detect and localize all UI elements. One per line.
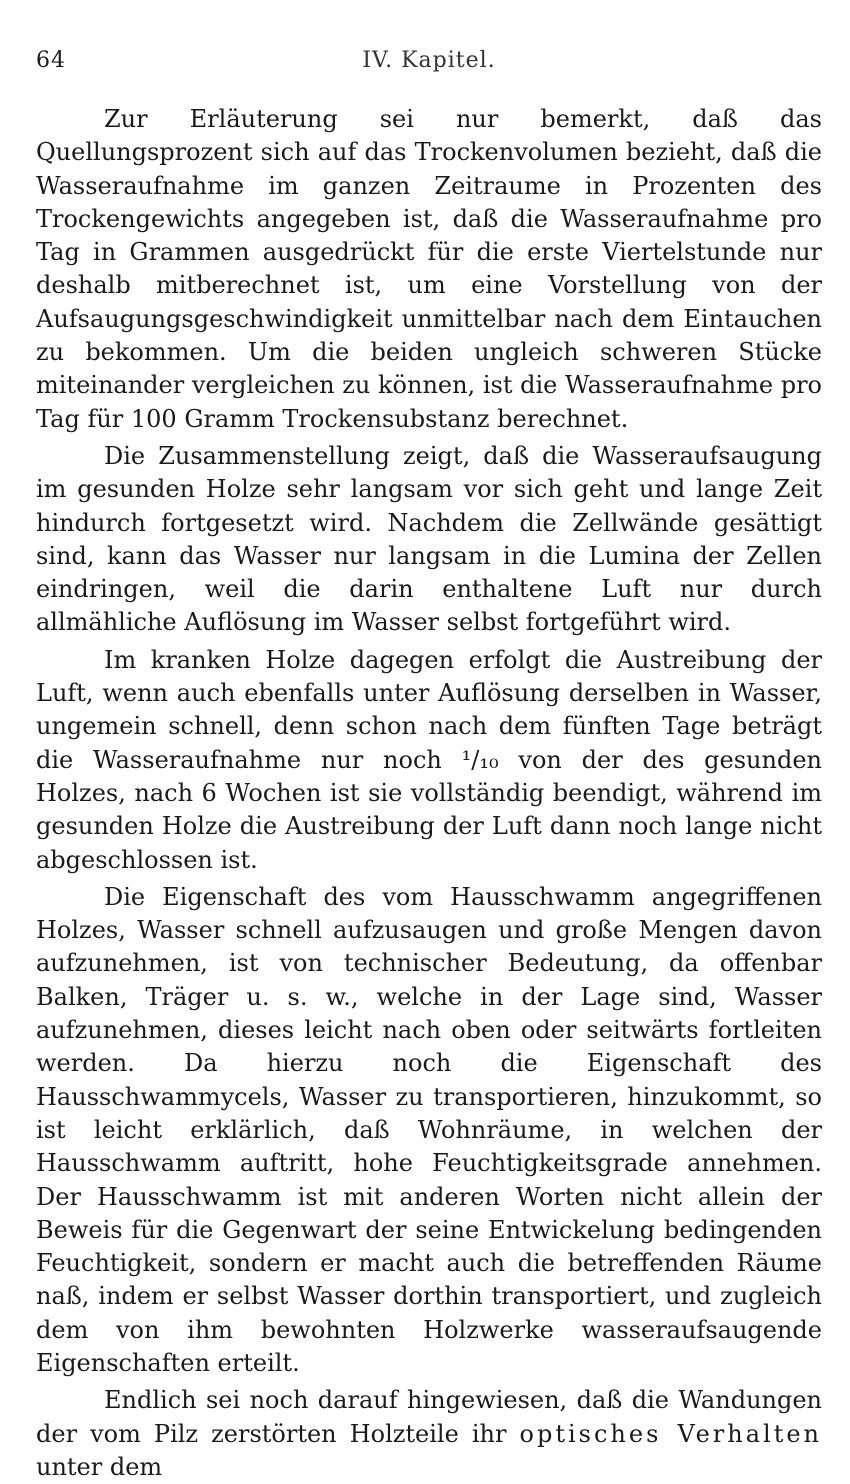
- emphasized-text: optisches Verhalten: [519, 1419, 823, 1448]
- paragraph-5: [36, 1384, 822, 1484]
- book-page: [36, 0, 823, 1481]
- running-head: [36, 48, 822, 78]
- body-text: [36, 103, 822, 1484]
- paragraph-5-start: Endlich sei noch darauf hingewiesen, daß die Wandungen der vom Pilz zerstörten Holzteile ihr: [36, 1386, 822, 1448]
- paragraph-5-end: unter dem: [36, 1452, 163, 1481]
- page-number: 64: [36, 48, 66, 73]
- paragraph-3: Im kranken Holze dagegen erfolgt die Austreibung der Luft, wenn auch ebenfalls unter Auflösung derselben in Wasser, ungemein schnell, denn schon nach dem fünften Tage beträgt die Wasseraufnahme nur noch ¹/₁₀ von der des gesunden Holzes, nach 6 Wochen ist sie vollständig beendigt, während im gesunden Holze die Austreibung der Luft dann noch lange nicht abgeschlossen ist.: [36, 645, 822, 874]
- paragraph-4: Die Eigenschaft des vom Hausschwamm angegriffenen Holzes, Wasser schnell aufzusaugen und große Mengen davon aufzunehmen, ist von technischer Bedeutung, da offenbar Balken, Träger u. s. w., welche in der Lage sind, Wasser aufzunehmen, dieses leicht nach oben oder seitwärts fortleiten werden. Da hierzu noch die Eigenschaft des Hausschwammycels, Wasser zu transportieren, hinzukommt, so ist leicht erklärlich, daß Wohnräume, in welchen der Hausschwamm auftritt, hohe Feuchtigkeitsgrade annehmen. Der Hausschwamm ist mit anderen Worten nicht allein der Beweis für die Gegenwart der seine Entwickelung bedingenden Feuchtigkeit, sondern er macht auch die betreffenden Räume naß, indem er selbst Wasser dorthin transportiert, und zugleich dem von ihm bewohnten Holzwerke wasseraufsaugende Eigenschaften erteilt.: [36, 882, 822, 1377]
- chapter-title: IV. Kapitel.: [362, 48, 496, 73]
- paragraph-1: Zur Erläuterung sei nur bemerkt, daß das Quellungsprozent sich auf das Trockenvolumen bezieht, daß die Wasseraufnahme im ganzen Zeitraume in Prozenten des Trockengewichts angegeben ist, daß die Wasseraufnahme pro Tag in Grammen ausgedrückt für die erste Viertelstunde nur deshalb mitberechnet ist, um eine Vorstellung von der Aufsaugungsgeschwindigkeit unmittelbar nach dem Eintauchen zu bekommen. Um die beiden ungleich schweren Stücke miteinander vergleichen zu können, ist die Wasseraufnahme pro Tag für 100 Gramm Trockensubstanz berechnet.: [36, 105, 822, 433]
- paragraph-2: Die Zusammenstellung zeigt, daß die Wasseraufsaugung im gesunden Holze sehr langsam vor sich geht und lange Zeit hindurch fortgesetzt wird. Nachdem die Zellwände gesättigt sind, kann das Wasser nur langsam in die Lumina der Zellen eindringen, weil die darin enthaltene Luft nur durch allmähliche Auflösung im Wasser selbst fortgeführt wird.: [36, 441, 822, 637]
